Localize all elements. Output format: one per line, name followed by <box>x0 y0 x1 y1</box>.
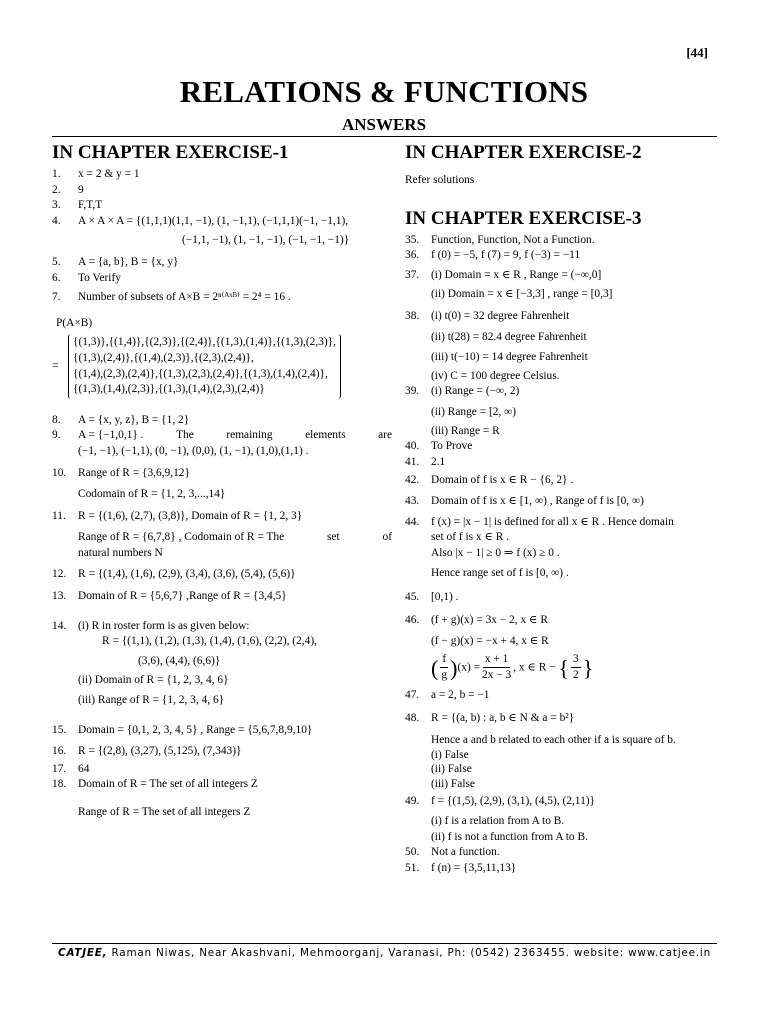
footer-brand: CATJEE, <box>58 947 108 959</box>
answer-38-iv: (iv) C = 100 degree Celsius. <box>431 369 560 382</box>
answer-42: 42. Domain of f is x ∈ R − {6, 2} . <box>405 474 574 487</box>
answer-11: 11. R = {(1,6), (2,7), (3,8)}, Domain of R = {1, 2, 3} <box>52 509 303 522</box>
answer-10-continued: Codomain of R = {1, 2, 3,...,14} <box>78 488 226 501</box>
answer-10: 10. Range of R = {3,6,9,12} <box>52 466 190 479</box>
power-set-matrix: = {(1,3)},{(1,4)},{(2,3)},{(2,4)},{(1,3),(1,4)},{(1,3),(2,3)}, {(1,3),(2,4)},{(1,4),(2,3)},{(2,3),(2,4)}, {(1,4),(2,3),(2,4)},{(1,3),(2,3),(2,4)},{(1,3),(1,4),(2,4)}, {(1,3),(1,4),(2,3)},{(1,3),(1,4),(2,3),(2,4)} <box>52 334 392 398</box>
page-subtitle: ANSWERS <box>341 115 427 134</box>
answer-36: 36. f (0) = −5, f (7) = 9, f (−3) = −11 <box>405 249 581 262</box>
answer-14-roster-2: (3,6), (4,4), (6,6)} <box>138 654 221 667</box>
power-set-label: P(A×B) <box>56 316 93 329</box>
answer-47: 47. a = 2, b = −1 <box>405 688 490 701</box>
power-set-row: {(1,3),(2,4)},{(1,4),(2,3)},{(2,3),(2,4)}, <box>73 351 254 364</box>
answer-48-iii: (iii) False <box>431 777 475 790</box>
answer-49-ii: (ii) f is not a function from A to B. <box>431 830 588 843</box>
answer-51: 51. f (n) = {3,5,11,13} <box>405 862 517 874</box>
answer-18-continued: Range of R = The set of all integers Z <box>78 806 251 818</box>
footer-divider <box>52 943 717 944</box>
answer-3: 3. F,T,T <box>52 199 103 212</box>
answer-14-roster-1: R = {(1,1), (1,2), (1,3), (1,4), (1,6), (2,2), (2,4), <box>102 635 317 648</box>
section-heading-exercise-1: IN CHAPTER EXERCISE-1 <box>52 142 289 163</box>
answer-13: 13. Domain of R = {5,6,7} ,Range of R = {3,4,5} <box>52 590 287 603</box>
footer <box>52 947 717 959</box>
power-set-row: {(1,4),(2,3),(2,4)},{(1,3),(2,3),(2,4)},{(1,3),(1,4),(2,4)}, <box>73 367 328 380</box>
refer-solutions-text: Refer solutions <box>405 174 475 186</box>
answer-39-iii: (iii) Range = R <box>431 424 500 437</box>
answer-2: 2. 9 <box>52 183 84 196</box>
page-number: [44] <box>686 45 708 60</box>
answer-46: 46. (f + g)(x) = 3x − 2, x ∈ R <box>405 614 548 627</box>
answer-44-l4: Hence range set of f is [0, ∞) . <box>431 567 569 580</box>
answer-44-l3: Also |x − 1| ≥ 0 ⇒ f (x) ≥ 0 . <box>431 546 560 559</box>
answer-11-continued-2: natural numbers N <box>78 546 163 559</box>
section-heading-exercise-3: IN CHAPTER EXERCISE-3 <box>405 207 642 229</box>
answer-46-l2: (f − g)(x) = −x + 4, x ∈ R <box>431 635 549 648</box>
answer-4-continued: (−1,1, −1), (1, −1, −1), (−1, −1, −1)} <box>182 234 350 247</box>
right-column <box>405 139 723 877</box>
answer-15: 15. Domain = {0,1, 2, 3, 4, 5} , Range = {5,6,7,8,9,10} <box>52 723 313 736</box>
answer-37: 37. (i) Domain = x ∈ R , Range = (−∞,0] <box>405 268 602 281</box>
answer-50: 50. Not a function. <box>405 846 500 859</box>
answer-38-ii: (ii) t(28) = 82.4 degree Fahrenheit <box>431 330 587 343</box>
left-column <box>52 139 392 821</box>
page-title: RELATIONS & FUNCTIONS <box>179 74 589 109</box>
answer-12: 12. R = {(1,4), (1,6), (2,9), (3,4), (3,6), (5,4), (5,6)} <box>52 568 296 581</box>
answer-17: 17. 64 <box>52 762 90 775</box>
answer-18: 18. Domain of R = The set of all integers Z <box>52 778 258 791</box>
answer-14-domain: (ii) Domain of R = {1, 2, 3, 4, 6} <box>78 674 229 687</box>
answer-45: 45. [0,1) . <box>405 590 459 603</box>
answer-11-continued: Range of R = {6,7,8} , Codomain of R = The set of <box>78 531 392 544</box>
power-set-row: {(1,3)},{(1,4)},{(2,3)},{(2,4)},{(1,3),(1,4)},{(1,3),(2,3)}, <box>73 336 336 349</box>
answer-44: 44. f (x) = |x − 1| is defined for all x ∈ R . Hence domain <box>405 515 674 528</box>
answer-48: 48. R = {(a, b) : a, b ∈ N & a = b²} <box>405 712 575 725</box>
answer-39: 39. (i) Range = (−∞, 2) <box>405 385 520 398</box>
answer-49-i: (i) f is a relation from A to B. <box>431 815 565 828</box>
footer-address: Raman Niwas, Near Akashvani, Mehmoorganj, Varanasi, Ph: (0542) 2363455. website: www.catjee.in <box>107 947 711 959</box>
answer-48-ii: (ii) False <box>431 762 472 775</box>
answer-41: 41. 2.1 <box>405 455 446 468</box>
answer-6: 6. To Verify <box>52 271 121 284</box>
answer-38-iii: (iii) t(−10) = 14 degree Fahrenheit <box>431 351 588 364</box>
answer-7: 7. Number of subsets of A×B = 2ⁿ⁽ᴬˣᴮ⁾ = 2⁴ = 16 . <box>52 291 291 304</box>
answer-9: 9. A = {−1,0,1} . The remaining elements are <box>52 429 392 442</box>
section-heading-exercise-2: IN CHAPTER EXERCISE-2 <box>405 142 642 163</box>
answer-5: 5. A = {a, b}, B = {x, y} <box>52 255 179 268</box>
answer-1: 1. x = 2 & y = 1 <box>52 168 140 180</box>
answer-14: 14. (i) R in roster form is as given below: <box>52 619 250 632</box>
answer-48-l2: Hence a and b related to each other if a is square of b. <box>431 734 676 747</box>
answer-44-l2: set of f is x ∈ R . <box>431 531 510 544</box>
answer-9-continued: (−1, −1), (−1,1), (0, −1), (0,0), (1, −1), (1,0),(1,1) . <box>78 444 309 457</box>
answer-43: 43. Domain of f is x ∈ [1, ∞) , Range of f is [0, ∞) <box>405 494 644 507</box>
answer-8: 8. A = {x, y, z}, B = {1, 2} <box>52 413 190 426</box>
answer-16: 16. R = {(2,8), (3,27), (5,125), (7,343)} <box>52 745 242 758</box>
answer-40: 40. To Prove <box>405 440 473 453</box>
answer-14-range: (iii) Range of R = {1, 2, 3, 4, 6} <box>78 694 225 707</box>
answer-38: 38. (i) t(0) = 32 degree Fahrenheit <box>405 309 570 322</box>
answer-46-quotient: ( $\frac{f}{g}$ )(x) = $\frac{x + 1}{2x - 3}$ , x ∈ R − { $\frac{3}{2}$ } <box>431 652 594 682</box>
answer-35: 35. Function, Function, Not a Function. <box>405 233 595 246</box>
top-divider <box>52 136 717 137</box>
answer-37-ii: (ii) Domain = x ∈ [−3,3] , range = [0,3] <box>431 288 613 301</box>
power-set-row: {(1,3),(1,4),(2,3)},{(1,3),(1,4),(2,3),(2,4)} <box>73 383 265 396</box>
answer-48-i: (i) False <box>431 748 469 761</box>
answer-4: 4. A × A × A = {(1,1,1)(1,1, −1), (1, −1,1), (−1,1,1)(−1, −1,1), <box>52 214 349 227</box>
answer-39-ii: (ii) Range = [2, ∞) <box>431 405 517 418</box>
answer-49: 49. f = {(1,5), (2,9), (3,1), (4,5), (2,11)} <box>405 794 596 807</box>
